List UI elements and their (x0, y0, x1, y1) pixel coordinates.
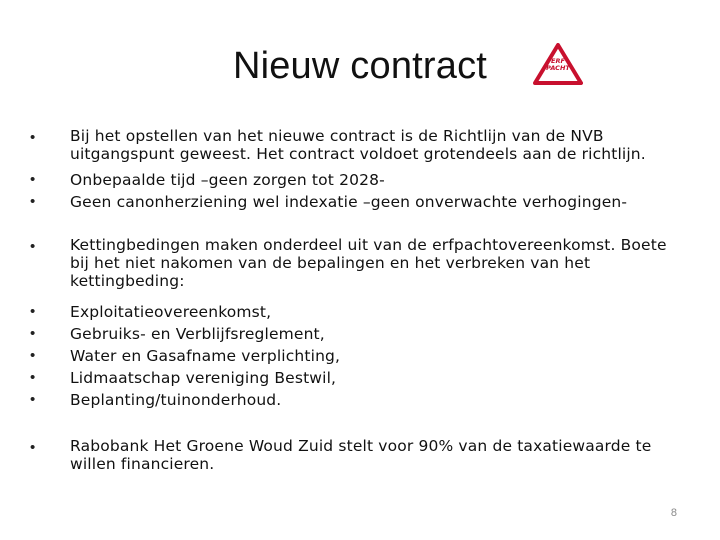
bullet-dot: • (30, 369, 36, 386)
bullet-text: Onbepaalde tijd –geen zorgen tot 2028- (70, 171, 385, 189)
bullet-text: Exploitatieovereenkomst, (70, 303, 272, 321)
bullet-dot: • (30, 391, 36, 408)
slide-title: Nieuw contract (232, 45, 488, 87)
bullet-dot: • (30, 325, 36, 342)
bullet-dot: • (30, 303, 36, 320)
bullet-text: Water en Gasafname verplichting, (70, 347, 341, 365)
bullet-dot: • (30, 193, 36, 210)
logo-text-erf: ERF (551, 57, 565, 65)
bullet-text: Bij het opstellen van het nieuwe contract is de Richtlijn van de NVB uitgangspunt geweest. Het contract voldoet grotendeels aan de richtlijn. (70, 127, 646, 163)
bullet-text: Gebruiks- en Verblijfsreglement, (70, 325, 325, 343)
bullet-text: Lidmaatschap vereniging Bestwil, (70, 369, 337, 387)
bullet-text: Beplanting/tuinonderhoud. (70, 391, 282, 409)
bullet-dot: • (30, 129, 36, 146)
bullet-text: Rabobank Het Groene Woud Zuid stelt voor 90% van de taxatiewaarde te willen financieren. (70, 437, 652, 473)
page-number: 8 (670, 507, 677, 519)
logo-text-pacht: PACHT (546, 64, 570, 72)
bullet-text: Kettingbedingen maken onderdeel uit van de erfpachtovereenkomst. Boete bij het niet nakomen van de bepalingen en het verbreken van het kettingbeding: (70, 236, 667, 290)
bullet-dot: • (30, 439, 36, 456)
bullet-dot: • (30, 238, 36, 255)
bullet-text: Geen canonherziening wel indexatie –geen onverwachte verhogingen- (70, 193, 628, 211)
bullet-dot: • (30, 347, 36, 364)
erfpacht-logo (533, 43, 583, 85)
bullet-dot: • (30, 171, 36, 188)
